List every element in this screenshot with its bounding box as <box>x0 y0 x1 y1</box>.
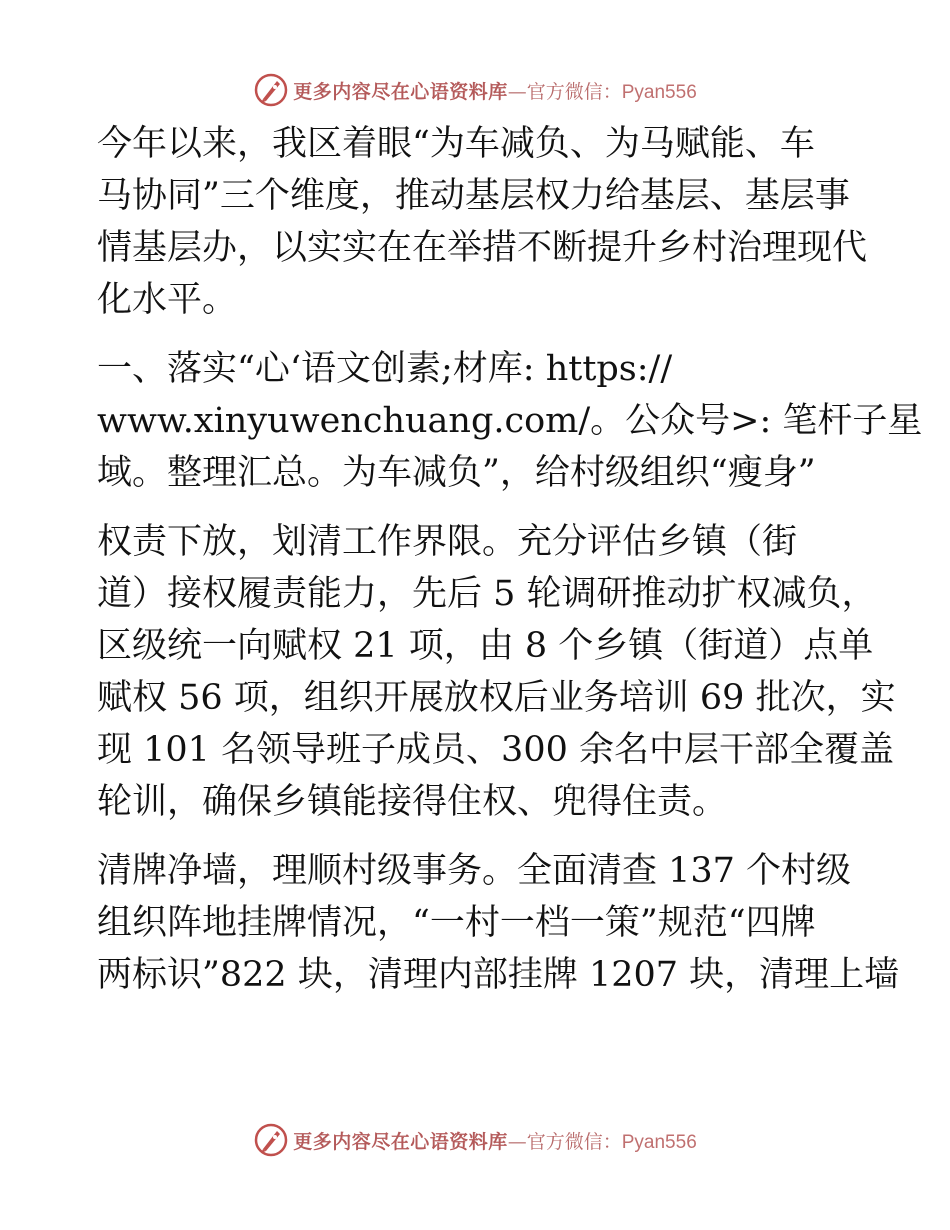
quill-logo-icon <box>253 1122 289 1158</box>
text-line: 组织阵地挂牌情况，“一村一档一策”规范“四牌 <box>97 903 816 943</box>
text-line: 区级统一向赋权 21 项，由 8 个乡镇（街道）点单 <box>97 626 874 666</box>
text-line: 赋权 56 项，组织开展放权后业务培训 69 批次，实 <box>97 678 896 718</box>
text-line: 两标识”822 块，清理内部挂牌 1207 块，清理上墙 <box>97 955 900 995</box>
text-line: 马协同”三个维度，推动基层权力给基层、基层事 <box>97 176 850 216</box>
banner-wechat-id: Pyan556 <box>621 1131 697 1153</box>
banner-lead: 更多内容尽在心语资料库 <box>293 80 508 103</box>
text-line: 化水平。 <box>97 280 238 320</box>
document-body <box>97 118 923 1001</box>
text-line: 清牌净墙，理顺村级事务。全面清查 137 个村级 <box>97 851 852 891</box>
text-line: 域。整理汇总。为车减负”，给村级组织“瘦身” <box>97 453 816 493</box>
text-line: 情基层办，以实实在在举措不断提升乡村治理现代 <box>97 228 868 268</box>
header-banner <box>0 70 950 110</box>
banner-official-label: 官方微信： <box>526 80 622 103</box>
quill-logo-icon <box>253 72 289 108</box>
banner-lead: 更多内容尽在心语资料库 <box>293 1130 508 1153</box>
text-line: 轮训，确保乡镇能接得住权、兜得住责。 <box>97 782 728 822</box>
banner-dash: — <box>507 80 527 103</box>
footer-banner <box>0 1120 950 1160</box>
paragraph-sign-cleanup <box>97 845 900 1001</box>
header-banner-text <box>293 77 697 104</box>
banner-official-label: 官方微信： <box>526 1130 622 1153</box>
text-line: 道）接权履责能力，先后 5 轮调研推动扩权减负， <box>97 574 877 614</box>
text-line: www.xinyuwenchuang.com/。公众号>: 笔杆子星 <box>97 401 923 441</box>
text-line: 现 101 名领导班子成员、300 余名中层干部全覆盖 <box>97 730 894 770</box>
banner-dash: — <box>507 1130 527 1153</box>
text-line: 权责下放，划清工作界限。充分评估乡镇（街 <box>97 522 798 562</box>
footer-banner-text <box>293 1127 697 1154</box>
paragraph-intro <box>97 118 868 326</box>
text-line: 今年以来，我区着眼“为车减负、为马赋能、车 <box>97 124 815 164</box>
banner-wechat-id: Pyan556 <box>621 81 697 103</box>
text-line: 一、落实“心‘语文创素;材库: https:// <box>97 349 673 389</box>
paragraph-section-heading <box>97 343 923 499</box>
paragraph-power-delegation <box>97 516 896 828</box>
